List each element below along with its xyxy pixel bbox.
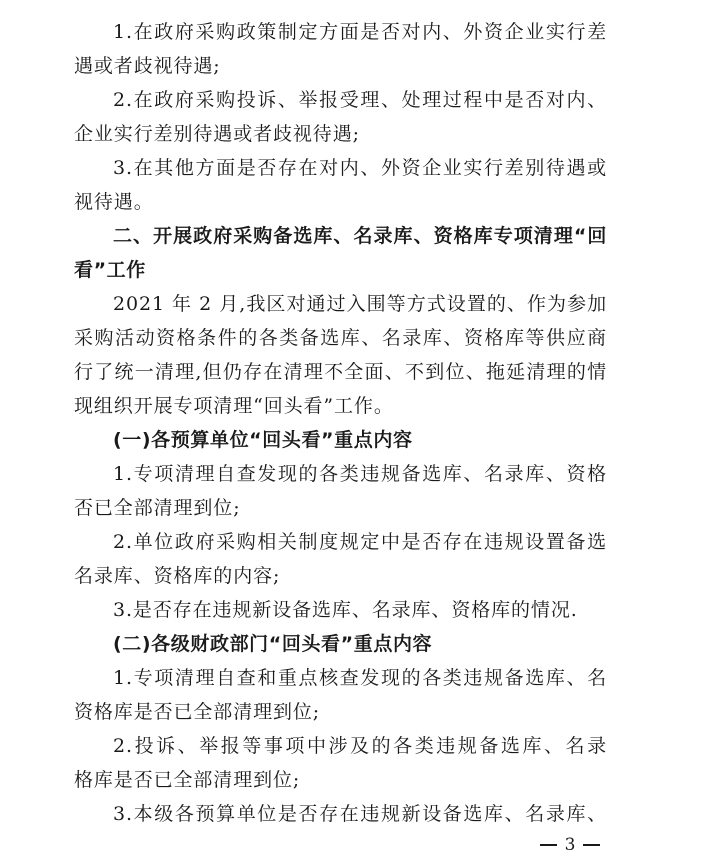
sub1-item-2-line-2: 名录库、资格库的内容; xyxy=(74,565,281,587)
section-heading-2-line-2: 看”工作 xyxy=(74,259,146,281)
subsection-1-title: (一)各预算单位“回头看”重点内容 xyxy=(113,429,413,451)
sub1-item-1-line-1: 1.专项清理自查发现的各类违规备选库、名录库、资格 xyxy=(113,463,607,485)
sub2-item-2-line-2: 格库是否已全部清理到位; xyxy=(74,769,301,791)
item-3-line-2: 视待遇。 xyxy=(74,191,154,213)
sub2-item-1-line-2: 资格库是否已全部清理到位; xyxy=(74,701,321,723)
item-2-line-1: 2.在政府采购投诉、举报受理、处理过程中是否对内、 xyxy=(113,89,607,111)
subsection-2-title: (二)各级财政部门“回头看”重点内容 xyxy=(113,633,433,655)
sub2-item-3-line-1: 3.本级各预算单位是否存在违规新设备选库、名录库、 xyxy=(113,803,607,825)
section-heading-2-line-1: 二、开展政府采购备选库、名录库、资格库专项清理“回 xyxy=(113,225,607,247)
sub1-item-2-line-1: 2.单位政府采购相关制度规定中是否存在违规设置备选 xyxy=(113,531,607,553)
page-number: 3 xyxy=(564,835,576,855)
intro-paragraph-line-4: 现组织开展专项清理“回头看”工作。 xyxy=(74,395,394,417)
footer-right-dash xyxy=(583,844,600,846)
intro-paragraph-line-3: 行了统一清理,但仍存在清理不全面、不到位、拖延清理的情 xyxy=(74,361,607,383)
intro-paragraph-line-2: 采购活动资格条件的各类备选库、名录库、资格库等供应商 xyxy=(74,327,607,349)
sub1-item-1-line-2: 否已全部清理到位; xyxy=(74,497,241,519)
item-2-line-2: 企业实行差别待遇或者歧视待遇; xyxy=(74,123,360,145)
sub1-item-3-line-1: 3.是否存在违规新设备选库、名录库、资格库的情况. xyxy=(113,599,578,621)
page-footer xyxy=(540,833,600,857)
intro-paragraph-line-1: 2021 年 2 月,我区对通过入围等方式设置的、作为参加 xyxy=(113,293,607,315)
sub2-item-1-line-1: 1.专项清理自查和重点核查发现的各类违规备选库、名 xyxy=(113,667,607,689)
item-1-line-1: 1.在政府采购政策制定方面是否对内、外资企业实行差 xyxy=(113,21,607,43)
sub2-item-2-line-1: 2.投诉、举报等事项中涉及的各类违规备选库、名录 xyxy=(113,735,607,757)
footer-left-dash xyxy=(540,844,557,846)
item-1-line-2: 遇或者歧视待遇; xyxy=(74,55,221,77)
item-3-line-1: 3.在其他方面是否存在对内、外资企业实行差别待遇或 xyxy=(113,157,607,179)
